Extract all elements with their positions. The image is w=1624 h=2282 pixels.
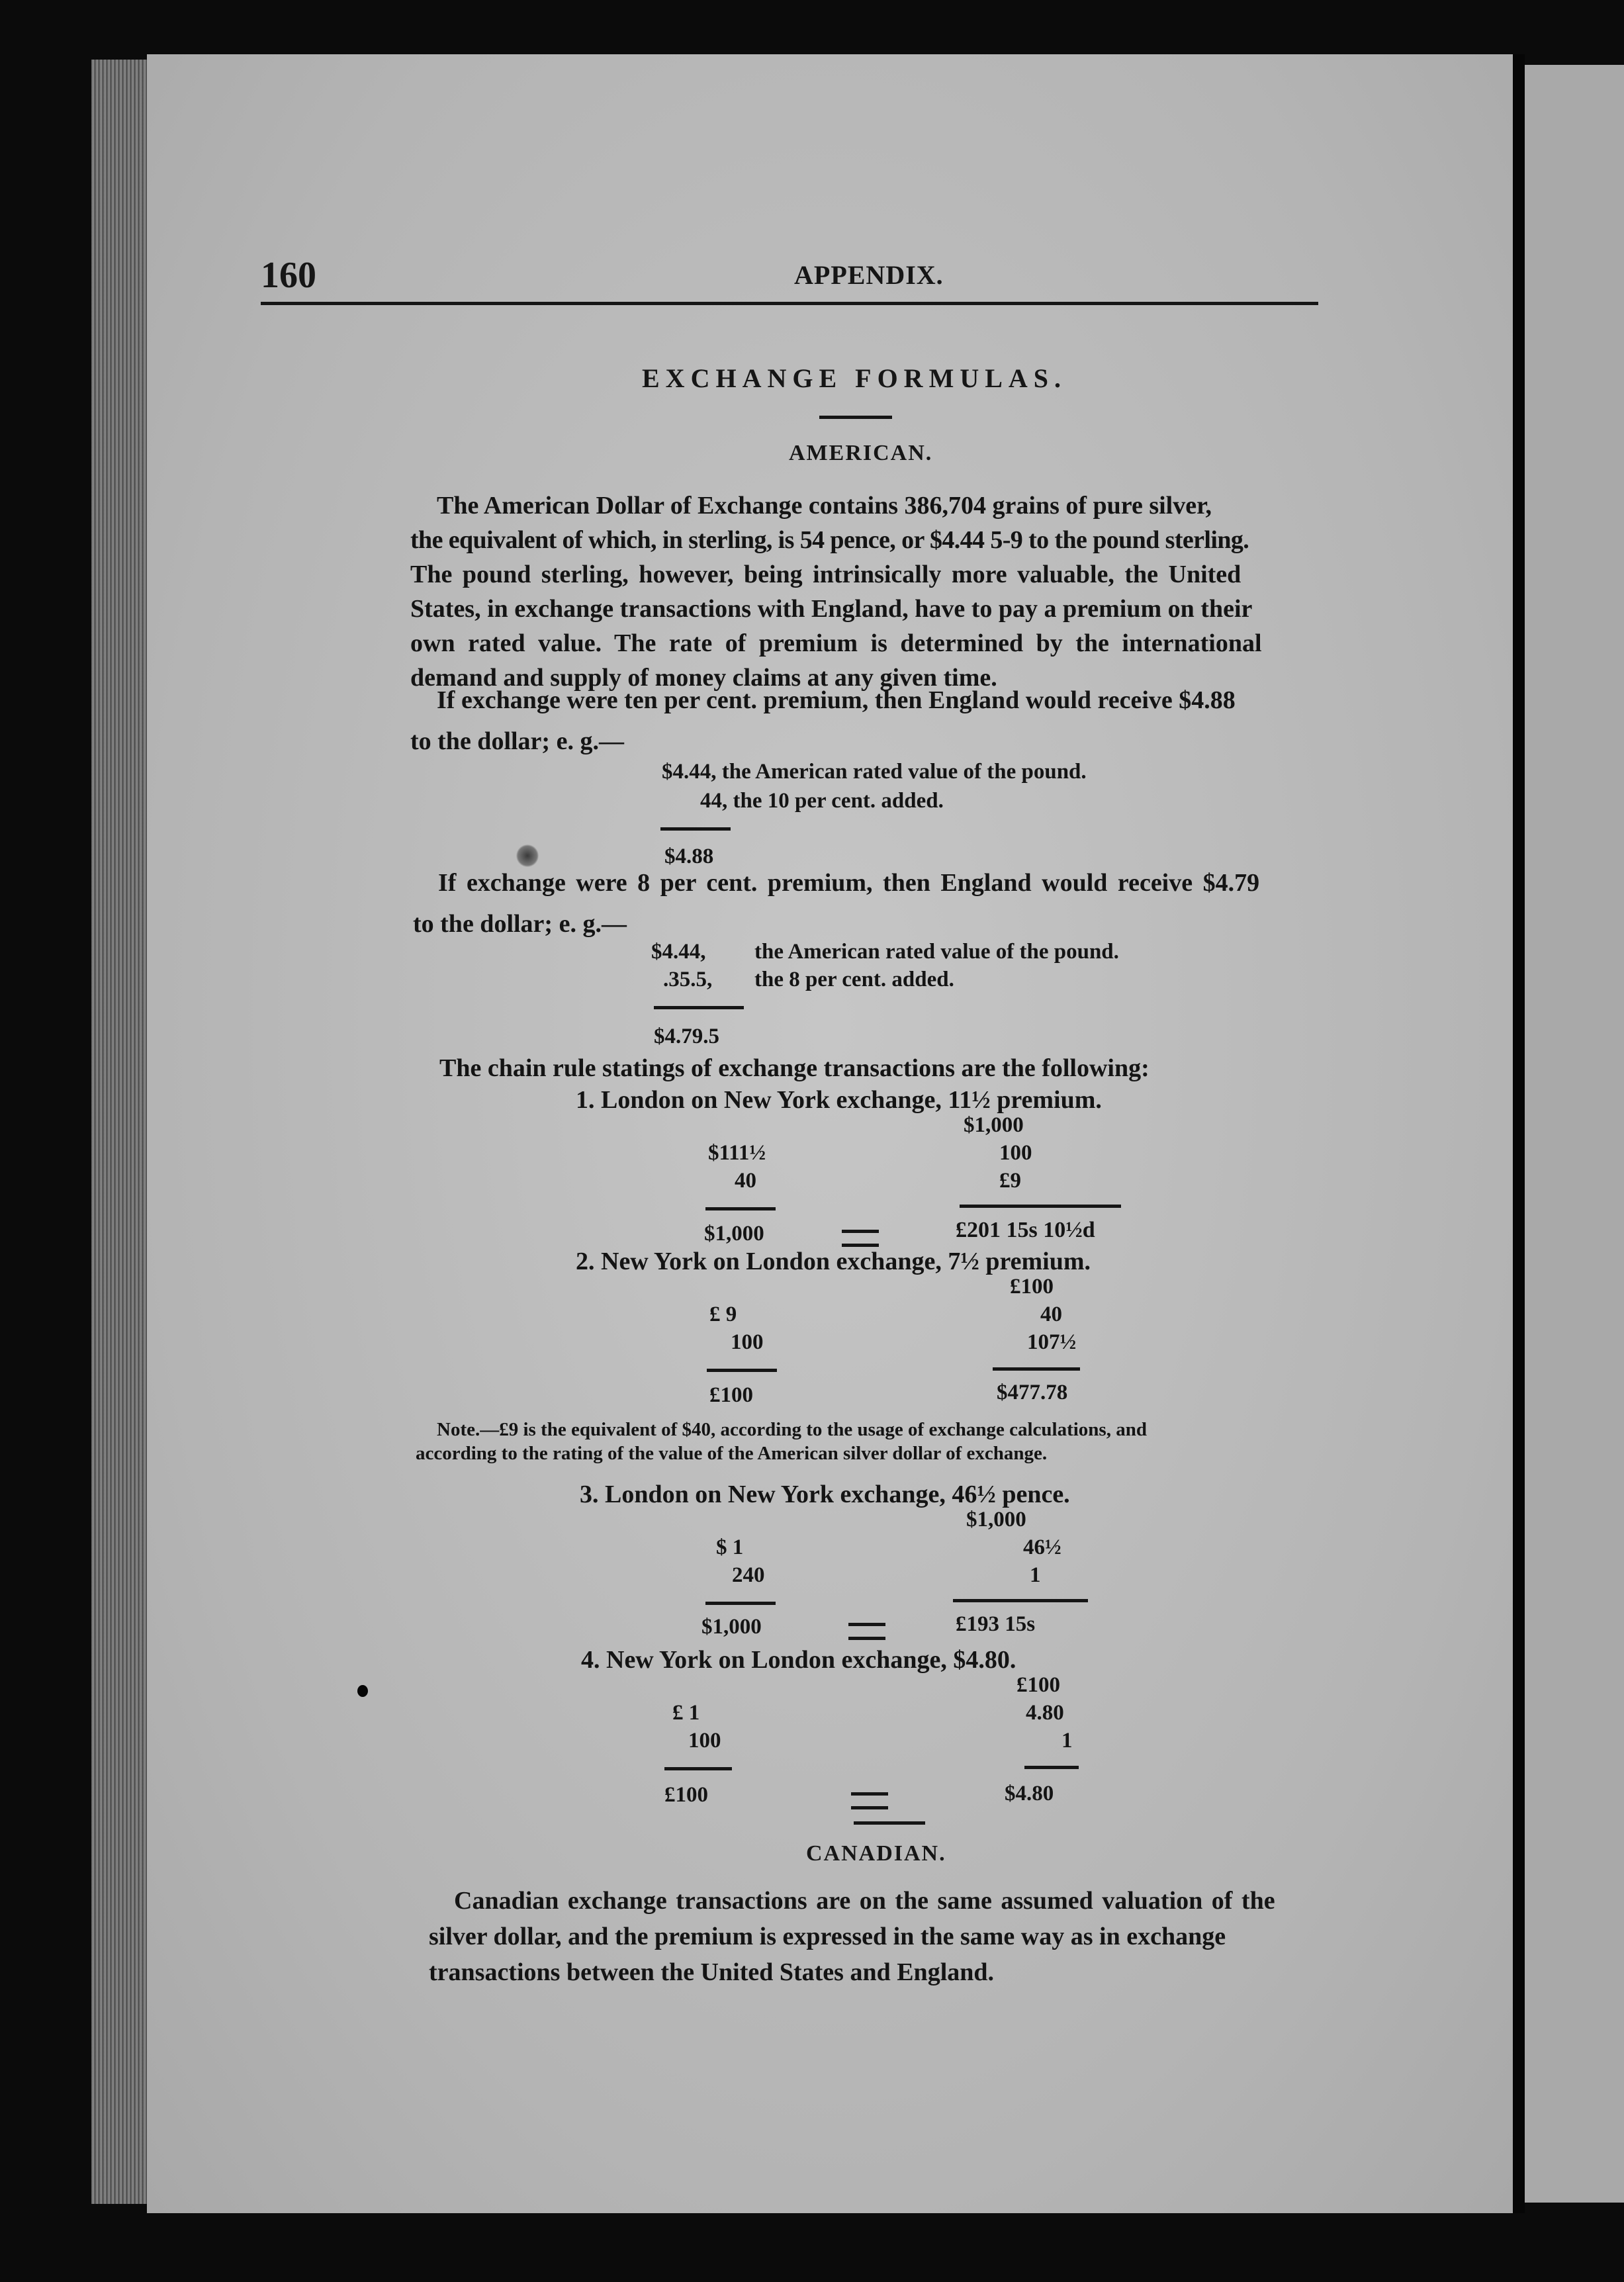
intro-line: own rated value. The rate of premium is determined by the international [410, 629, 1262, 657]
rule-left-term: $ 1 [716, 1535, 744, 1559]
rule-right-term: £100 [1010, 1275, 1054, 1299]
intro-line: the equivalent of which, in sterling, is 54 pence, or $4.44 5-9 to the pound sterling. [410, 526, 1249, 554]
sum-rule [960, 1205, 1121, 1208]
canadian-line: silver dollar, and the premium is expressed in the same way as in exchange [429, 1923, 1226, 1950]
rule-left-term: £ 1 [672, 1701, 700, 1725]
intro-line: The American Dollar of Exchange contains 386,704 grains of pure silver, [437, 492, 1212, 520]
intro-line: demand and supply of money claims at any given time. [410, 664, 997, 692]
equals-sign [848, 1623, 885, 1640]
rule-right-term: £9 [999, 1169, 1021, 1193]
intro-line: States, in exchange transactions with England, have to pay a premium on their [410, 595, 1253, 623]
rule-left-term: $111½ [708, 1141, 766, 1165]
calc-line: $4.44, the American rated value of the pound. [662, 760, 1087, 784]
rule-left-term: £ 9 [709, 1302, 737, 1326]
sum-rule [654, 1006, 744, 1009]
title-rule [819, 416, 892, 419]
sum-rule [993, 1367, 1080, 1371]
sum-rule [664, 1767, 732, 1770]
calc-total: $4.79.5 [654, 1025, 719, 1048]
header-rule [261, 302, 1318, 305]
canadian-line: transactions between the United States and England. [429, 1958, 995, 1986]
running-title: APPENDIX. [794, 260, 944, 290]
sum-rule [705, 1207, 776, 1210]
example-text: to the dollar; e. g.— [410, 727, 624, 755]
rule-left-total: $1,000 [701, 1615, 762, 1639]
canadian-line: Canadian exchange transactions are on the same assumed valuation of the [454, 1887, 1275, 1915]
rule-heading: 1. London on New York exchange, 11½ premium. [576, 1086, 1102, 1114]
sum-rule [953, 1599, 1088, 1602]
example-text: to the dollar; e. g.— [413, 910, 627, 938]
sum-rule [707, 1369, 777, 1372]
rule-left-term: 100 [731, 1330, 764, 1354]
section-rule [854, 1821, 925, 1825]
rule-right-term: 40 [1040, 1302, 1062, 1326]
rule-heading: 3. London on New York exchange, 46½ pence. [580, 1481, 1070, 1508]
example-text: If exchange were ten per cent. premium, then England would receive $4.88 [437, 686, 1236, 714]
ink-spot [357, 1685, 368, 1697]
chain-rule-intro: The chain rule statings of exchange transactions are the following: [439, 1054, 1150, 1082]
rule-right-term: $1,000 [964, 1113, 1024, 1137]
rule-right-term: $1,000 [966, 1508, 1026, 1531]
rule-right-total: $4.80 [1005, 1782, 1054, 1805]
rule-right-total: $477.78 [997, 1381, 1068, 1404]
rule-right-total: £201 15s 10½d [956, 1218, 1095, 1242]
rule-heading: 2. New York on London exchange, 7½ premium. [576, 1248, 1091, 1275]
rule-right-term: 100 [999, 1141, 1032, 1165]
ink-blot [516, 844, 539, 867]
equals-sign [851, 1792, 888, 1809]
rule-right-term: 1 [1061, 1729, 1073, 1753]
calc-line: 44, the 10 per cent. added. [700, 789, 944, 813]
rule-left-total: £100 [664, 1783, 708, 1807]
intro-line: The pound sterling, however, being intrinsically more valuable, the United [410, 561, 1241, 588]
calc-note: the American rated value of the pound. [754, 940, 1119, 964]
footnote-line: Note.—£9 is the equivalent of $40, according to the usage of exchange calculations, and [437, 1419, 1147, 1440]
calc-value: .35.5, [663, 968, 713, 991]
book-page-edges [91, 60, 151, 2204]
calc-note: the 8 per cent. added. [754, 968, 954, 991]
rule-heading: 4. New York on London exchange, $4.80. [581, 1646, 1016, 1674]
rule-right-total: £193 15s [956, 1612, 1036, 1636]
page-number: 160 [261, 255, 316, 296]
example-text: If exchange were 8 per cent. premium, then England would receive $4.79 [438, 869, 1260, 897]
rule-right-term: 46½ [1023, 1535, 1061, 1559]
rule-left-term: 100 [688, 1729, 721, 1753]
section-heading-american: AMERICAN. [789, 441, 933, 465]
calc-value: $4.44, [651, 940, 706, 964]
sum-rule [1024, 1766, 1079, 1769]
section-heading-canadian: CANADIAN. [806, 1841, 946, 1866]
rule-right-term: 107½ [1027, 1330, 1077, 1354]
sum-rule [705, 1602, 776, 1605]
page-title: EXCHANGE FORMULAS. [642, 363, 1067, 393]
rule-right-term: 1 [1030, 1563, 1041, 1587]
rule-right-term: £100 [1016, 1673, 1060, 1697]
rule-left-total: £100 [709, 1383, 753, 1407]
rule-left-term: 40 [735, 1169, 756, 1193]
facing-page-edge [1525, 65, 1624, 2203]
rule-right-term: 4.80 [1026, 1701, 1064, 1725]
rule-left-total: $1,000 [704, 1222, 764, 1246]
book-gutter [1513, 54, 1525, 2213]
equals-sign [842, 1230, 879, 1247]
rule-left-term: 240 [732, 1563, 765, 1587]
calc-total: $4.88 [664, 844, 714, 868]
sum-rule [660, 827, 731, 831]
footnote-line: according to the rating of the value of the American silver dollar of exchange. [416, 1443, 1048, 1464]
